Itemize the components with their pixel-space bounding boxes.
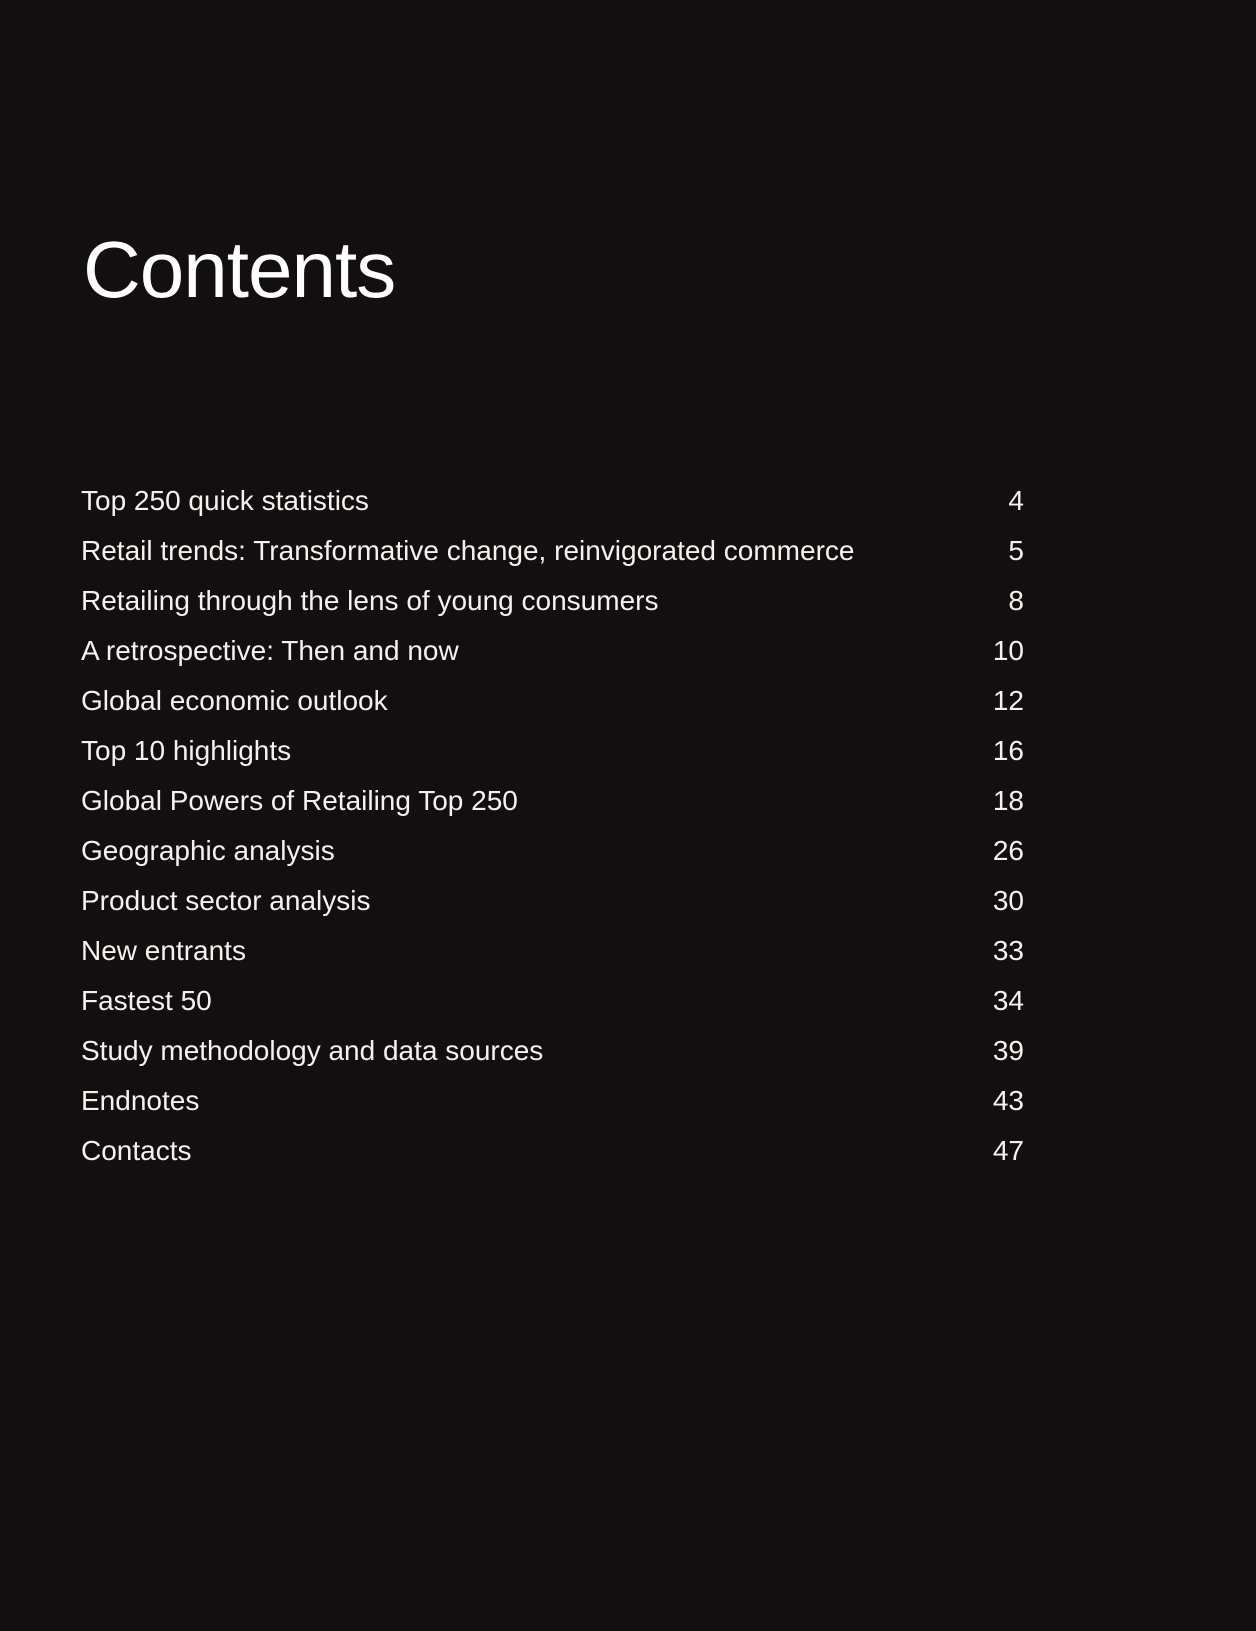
toc-entry-label: Retailing through the lens of young consumers	[81, 585, 659, 616]
toc-entry-label: Contacts	[81, 1135, 192, 1166]
toc-entry-label: Top 250 quick statistics	[81, 485, 369, 516]
toc-entry[interactable]	[81, 776, 1024, 826]
toc-entry[interactable]	[81, 1026, 1024, 1076]
toc-entry[interactable]	[81, 526, 1024, 576]
toc-entry-page-number: 8	[1008, 585, 1024, 616]
toc-entry-page-number: 10	[992, 635, 1024, 666]
toc-entry-label: Fastest 50	[81, 985, 212, 1016]
toc-entry-label: Retail trends: Transformative change, reinvigorated commerce	[81, 535, 855, 566]
page-title: Contents	[83, 225, 396, 314]
toc-entry[interactable]	[81, 676, 1024, 726]
toc-entry-page-number: 12	[992, 685, 1024, 716]
toc-entry[interactable]	[81, 1076, 1024, 1126]
toc-entry-page-number: 26	[992, 835, 1024, 866]
toc-entry-page-number: 43	[992, 1085, 1024, 1116]
toc-entry[interactable]	[81, 876, 1024, 926]
toc-entry[interactable]	[81, 626, 1024, 676]
toc-entry-label: Global Powers of Retailing Top 250	[81, 785, 518, 816]
toc-entry-label: Product sector analysis	[81, 885, 371, 916]
toc-entry[interactable]	[81, 576, 1024, 626]
toc-entry[interactable]	[81, 476, 1024, 526]
toc-entry[interactable]	[81, 926, 1024, 976]
toc-entry-label: Endnotes	[81, 1085, 200, 1116]
toc-entry-page-number: 34	[992, 985, 1024, 1016]
toc-entry-page-number: 33	[992, 935, 1024, 966]
toc-entry-page-number: 47	[992, 1135, 1024, 1166]
toc-entry-label: Geographic analysis	[81, 835, 335, 866]
toc-entry-page-number: 30	[992, 885, 1024, 916]
toc-entry-page-number: 4	[1008, 485, 1024, 516]
toc-entry-label: Study methodology and data sources	[81, 1035, 544, 1066]
toc-entry-page-number: 39	[992, 1035, 1024, 1066]
toc-entry-page-number: 5	[1008, 535, 1024, 566]
toc-entry-label: New entrants	[81, 935, 246, 966]
toc-entry-page-number: 18	[992, 785, 1024, 816]
toc-entry[interactable]	[81, 976, 1024, 1026]
toc-entry[interactable]	[81, 726, 1024, 776]
toc-entry-label: Global economic outlook	[81, 685, 388, 716]
toc-entry[interactable]	[81, 1126, 1024, 1176]
toc-entry-label: A retrospective: Then and now	[81, 635, 459, 666]
toc-entry[interactable]	[81, 826, 1024, 876]
table-of-contents	[81, 476, 1024, 1176]
toc-entry-label: Top 10 highlights	[81, 735, 292, 766]
toc-entry-page-number: 16	[992, 735, 1024, 766]
